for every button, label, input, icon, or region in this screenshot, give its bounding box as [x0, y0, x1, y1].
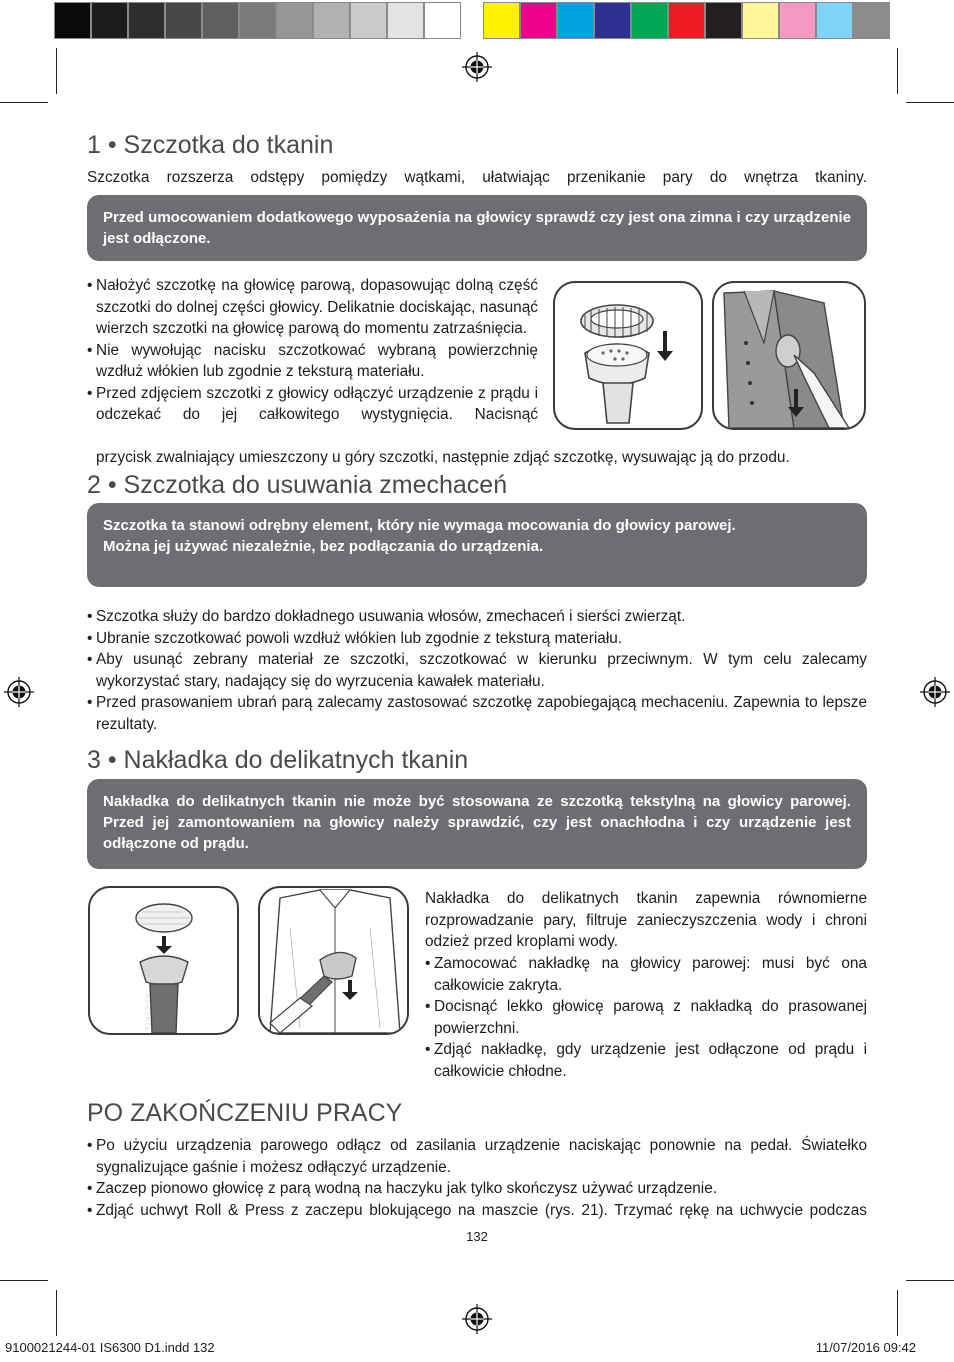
- jacket-brushing-icon: [714, 283, 864, 428]
- cover-use-illustration: [258, 886, 409, 1035]
- color-swatch: [350, 2, 387, 39]
- color-swatch: [668, 2, 705, 39]
- list-item: • Docisnąć lekko głowicę parową z nakładką do prasowanej powierzchni.: [425, 996, 867, 1039]
- steam-head-cover-icon: [90, 888, 237, 1033]
- cover-attach-illustration: [88, 886, 239, 1035]
- list-item: • Po użyciu urządzenia parowego odłącz od zasilania urządzenie naciskając ponownie na pedał. Światełko sygnalizujące gaśnie i możesz odłączyć urządzenie.: [87, 1135, 867, 1178]
- color-swatch: [202, 2, 239, 39]
- shirt-steaming-icon: [260, 888, 407, 1033]
- registration-mark-icon: [920, 677, 950, 707]
- section-fabric-brush: [87, 131, 867, 159]
- list-item: • Ubranie szczotkować powoli wzdłuż włókien lub zgodnie z teksturą materiału.: [87, 628, 867, 650]
- color-swatch: [54, 2, 91, 39]
- section-title: 3 • Nakładka do delikatnych tkanin: [87, 746, 469, 774]
- color-swatch: [424, 2, 461, 39]
- registration-mark-icon: [462, 52, 492, 82]
- list-item: • Zaczep pionowo głowicę z parą wodną na haczyku jak tylko skończysz używać urządzenie.: [87, 1178, 867, 1200]
- instruction-list: [425, 953, 867, 1082]
- instruction-list: [87, 606, 867, 735]
- color-swatch: [594, 2, 631, 39]
- registration-mark-icon: [4, 677, 34, 707]
- list-item: • Zdjąć nakładkę, gdy urządzenie jest odłączone od prądu i całkowicie chłodne.: [425, 1039, 867, 1082]
- brush-attach-illustration: [553, 281, 703, 430]
- print-slug-file: 9100021244-01 IS6300 D1.indd 132: [5, 1340, 215, 1355]
- warning-note: Przed umocowaniem dodatkowego wyposażenia na głowicy sprawdź czy jest ona zimna i czy urządzenie jest odłączone.: [87, 195, 867, 261]
- color-swatch: [816, 2, 853, 39]
- section-lint-brush: [87, 471, 867, 499]
- color-swatch: [239, 2, 276, 39]
- list-item: • Zdjąć uchwyt Roll & Press z zaczepu blokującego na maszcie (rys. 21). Trzymać rękę na uchwycie podczas: [87, 1200, 867, 1222]
- note-line: Można jej używać niezależnie, bez podłączania do urządzenia.: [103, 538, 544, 555]
- cover-description: Nakładka do delikatnych tkanin zapewnia równomierne rozprowadzanie pary, filtruje zanieczyszczenia wody i chroni odzież przed kroplami wody.: [425, 890, 867, 950]
- crop-mark: [0, 102, 48, 103]
- crop-mark: [906, 102, 954, 103]
- color-swatch: [128, 2, 165, 39]
- list-item: • Nie wywołując nacisku szczotkować wybraną powierzchnię wzdłuż włókien lub zgodnie z teksturą materiału.: [87, 340, 538, 383]
- list-item: • Przed prasowaniem ubrań parą zalecamy zastosować szczotkę zapobiegającą mechaceniu. Zapewnia to lepsze rezultaty.: [87, 692, 867, 735]
- list-item: • Zamocować nakładkę na głowicy parowej: musi być ona całkowicie zakryta.: [425, 953, 867, 996]
- warning-note: Nakładka do delikatnych tkanin nie może być stosowana ze szczotką tekstylną na głowicy parowej. Przed jej zamontowaniem na głowicy należy sprawdzić, czy jest onachłodna i czy urządzenie jest odłączone od prądu.: [87, 779, 867, 869]
- grayscale-color-bar: [54, 2, 461, 39]
- color-swatch: [520, 2, 557, 39]
- color-swatch: [779, 2, 816, 39]
- section-delicate-cover: [87, 746, 867, 774]
- color-swatch: [387, 2, 424, 39]
- section-title: 2 • Szczotka do usuwania zmechaceń: [87, 471, 508, 499]
- section-after-use: [87, 1099, 867, 1127]
- color-swatch: [313, 2, 350, 39]
- crop-mark: [56, 48, 57, 94]
- color-swatch: [165, 2, 202, 39]
- color-swatch: [853, 2, 890, 39]
- process-color-bar: [483, 2, 890, 39]
- print-slug-date: 11/07/2016 09:42: [815, 1340, 916, 1355]
- note-line: Szczotka ta stanowi odrębny element, który nie wymaga mocowania do głowicy parowej.: [103, 517, 736, 534]
- instruction-list: [87, 1135, 867, 1221]
- color-swatch: [557, 2, 594, 39]
- section-title: 1 • Szczotka do tkanin: [87, 131, 334, 159]
- brush-use-illustration: [712, 281, 866, 430]
- page-number: 132: [466, 1229, 488, 1244]
- registration-mark-icon: [462, 1304, 492, 1334]
- crop-mark: [906, 1280, 954, 1281]
- color-swatch: [742, 2, 779, 39]
- color-swatch: [483, 2, 520, 39]
- steam-head-brush-icon: [555, 283, 701, 428]
- info-note: [87, 503, 867, 587]
- list-item: • Przed zdjęciem szczotki z głowicy odłączyć urządzenie z prądu i odczekać do jej całkowitego wystygnięcia. Nacisnąć: [87, 383, 538, 426]
- crop-mark: [0, 1280, 48, 1281]
- color-swatch: [705, 2, 742, 39]
- instruction-list: [87, 275, 538, 426]
- crop-mark: [56, 1290, 57, 1336]
- list-item: • Aby usunąć zebrany materiał ze szczotki, szczotkować w kierunku przeciwnym. W tym celu zalecamy wykorzystać stary, nadający się do wyrzucenia kawałek materiału.: [87, 649, 867, 692]
- color-swatch: [91, 2, 128, 39]
- section-title: PO ZAKOŃCZENIU PRACY: [87, 1099, 403, 1127]
- crop-mark: [897, 1290, 898, 1336]
- color-swatch: [276, 2, 313, 39]
- list-item: • Nałożyć szczotkę na głowicę parową, dopasowując dolną część szczotki do dolnej części głowicy. Delikatnie dociskając, nasunąć wierzch szczotki na głowicę parową do momentu zatrzaśnięcia.: [87, 275, 538, 340]
- list-item: • Szczotka służy do bardzo dokładnego usuwania włosów, zmechaceń i sierści zwierząt.: [87, 606, 867, 628]
- crop-mark: [897, 48, 898, 94]
- color-swatch: [631, 2, 668, 39]
- list-item-continuation: przycisk zwalniający umieszczony u góry szczotki, następnie zdjąć szczotkę, wysuwając ją do przodu.: [96, 449, 790, 466]
- brand-logo: ROWENTA: [143, 994, 150, 1032]
- section-intro: Szczotka rozszerza odstępy pomiędzy wątkami, ułatwiając przenikanie pary do wnętrza tkaniny.: [87, 169, 867, 186]
